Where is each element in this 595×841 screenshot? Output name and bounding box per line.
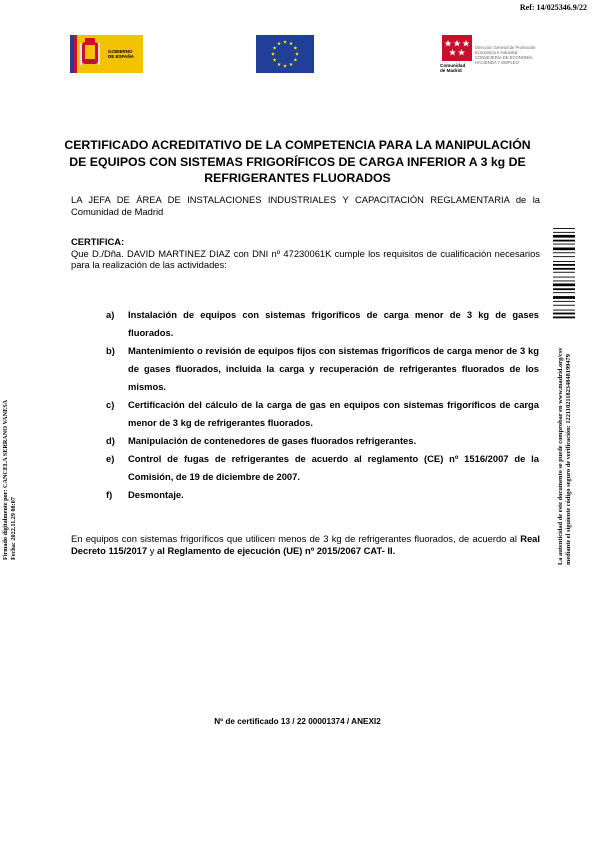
barcode-bar [553,301,575,302]
document-title: CERTIFICADO ACREDITATIVO DE LA COMPETENCIA PARA LA MANIPULACIÓN DE EQUIPOS CON SISTEMAS FRIGORÍFICOS DE CARGA INFERIOR A 3 kg DE REFRIGERANTES FLUORADOS [64,138,531,185]
barcode-bar [553,281,575,282]
eu-star-icon [293,46,297,50]
eu-star-icon [273,46,277,50]
barcode-bar [553,244,575,245]
verification-text [557,347,573,565]
barcode-bar [553,272,575,273]
barcode-bar [553,232,575,233]
comunidad-madrid-label [440,63,465,73]
eu-star-icon [277,62,281,66]
eu-star-icon [283,40,287,44]
barcode-bar [553,240,575,242]
barcode-bar [553,284,575,287]
barcode-bar [553,296,575,299]
direccion-general-text [475,45,545,65]
activity-letter: e) [106,453,115,464]
eu-star-icon [295,52,299,56]
barcode-bar [553,252,575,253]
gobierno-espana-logo [70,35,143,73]
certificate-number: Nº de certificado 13 / 22 00001374 / ANEXI2 [214,717,381,726]
activity-text: Control de fugas de refrigerantes de acuerdo al reglamento (CE) nº 1516/2007 de la Comisión, de 19 de diciembre de 2007. [128,453,539,482]
activity-text: Certificación del cálculo de la carga de gas en equipos con sistemas frigoríficos de carga menor de 3 kg de refrigerantes fluorados. [128,399,539,428]
activities-list [106,306,539,504]
eu-star-icon [289,62,293,66]
barcode-bar [553,313,575,315]
issuer-text: LA JEFA DE ÁREA DE INSTALACIONES INDUSTRIALES Y CAPACITACIÓN REGLAMENTARIA de la Comunidad de Madrid [71,194,540,217]
regulation-text-1: En equipos con sistemas frigoríficos que utilicen menos de 3 kg de refrigerantes fluorados, de acuerdo al [71,533,521,544]
activity-text: Desmontaje. [128,489,184,500]
cm-label-2: de Madrid [440,68,462,73]
eu-star-icon [271,52,275,56]
signature-line-1: Firmado digitalmente por: CANCELA SERRANO VANESA [2,399,9,560]
gobierno-line1: GOBIERNO [108,49,133,54]
eu-star-icon [283,64,287,68]
activity-item [106,450,539,486]
barcode-bar [553,317,575,319]
regulation-paragraph [71,533,540,556]
certifica-block [71,236,540,271]
activity-letter: c) [106,399,115,410]
regulation-text-2: y [147,544,158,556]
cm-line-3: CONSEJERÍA DE ECONOMÍA, [475,55,534,60]
barcode-bar [553,228,575,229]
cm-line-1: Dirección General de Promoción [475,45,536,50]
activity-item [106,432,539,450]
cm-line-2: Económica e Industrial [475,50,518,55]
barcode-bar [553,288,575,290]
eu-star-icon [293,58,297,62]
certifica-label: CERTIFICA: [71,236,125,247]
verification-line-2: mediante el siguiente código seguro de verificación: 1221102118234848199479 [565,354,572,565]
activity-letter: f) [106,489,113,500]
barcode-bar [553,235,575,238]
cm-line-4: HACIENDA Y EMPLEO [475,60,519,65]
activity-item [106,342,539,396]
activity-item [106,306,539,342]
verification-line-1: La autenticidad de este documento se puede comprobar en www.madrid.org/csv [557,347,564,565]
activity-text: Instalación de equipos con sistemas frigoríficos de carga menor de 3 kg de gases fluorados. [128,309,539,338]
regulation-eu: al Reglamento de ejecución (UE) nº 2015/2067 CAT- II. [157,544,396,556]
eu-star-icon [273,58,277,62]
barcode [553,228,575,320]
regulation-decree: Real Decreto 115/2017 [71,533,540,556]
barcode-bar [553,264,575,266]
barcode-bar [553,256,575,257]
barcode-bar [553,268,575,270]
digital-signature-text [2,400,18,560]
cm-label-1: Comunidad [440,63,466,68]
eu-star-icon [289,42,293,46]
gobierno-line2: DE ESPAÑA [108,54,134,59]
barcode-bar [553,248,575,251]
barcode-bar [553,277,575,278]
eu-star-icon [277,42,281,46]
barcode-bar [553,261,575,262]
barcode-bar [553,305,575,306]
reference-number: Ref: 14/025346.9/22 [519,3,587,12]
activity-text: Manipulación de contenedores de gases fluorados refrigerantes. [128,435,417,446]
activity-item [106,486,539,504]
activity-item [106,396,539,432]
certifica-text: Que D./Dña. DAVID MARTINEZ DIAZ con DNI nº 47230061K cumple los requisitos de cualificación necesarios para la realización de las actividades: [71,247,540,270]
activity-letter: d) [106,435,115,446]
signature-date: Fecha: 2022.11.29 08:07 [10,497,17,560]
activity-letter: b) [106,345,115,356]
activity-letter: a) [106,309,115,320]
barcode-bar [553,292,575,293]
eu-flag-logo [256,35,314,73]
barcode-bar [553,310,575,311]
activity-text: Mantenimiento o revisión de equipos fijos con sistemas frigoríficos de carga menor de 3 kg de gases fluorados, incluida la carga y recuperación de refrigerantes fluorados de los mismos. [128,345,539,392]
